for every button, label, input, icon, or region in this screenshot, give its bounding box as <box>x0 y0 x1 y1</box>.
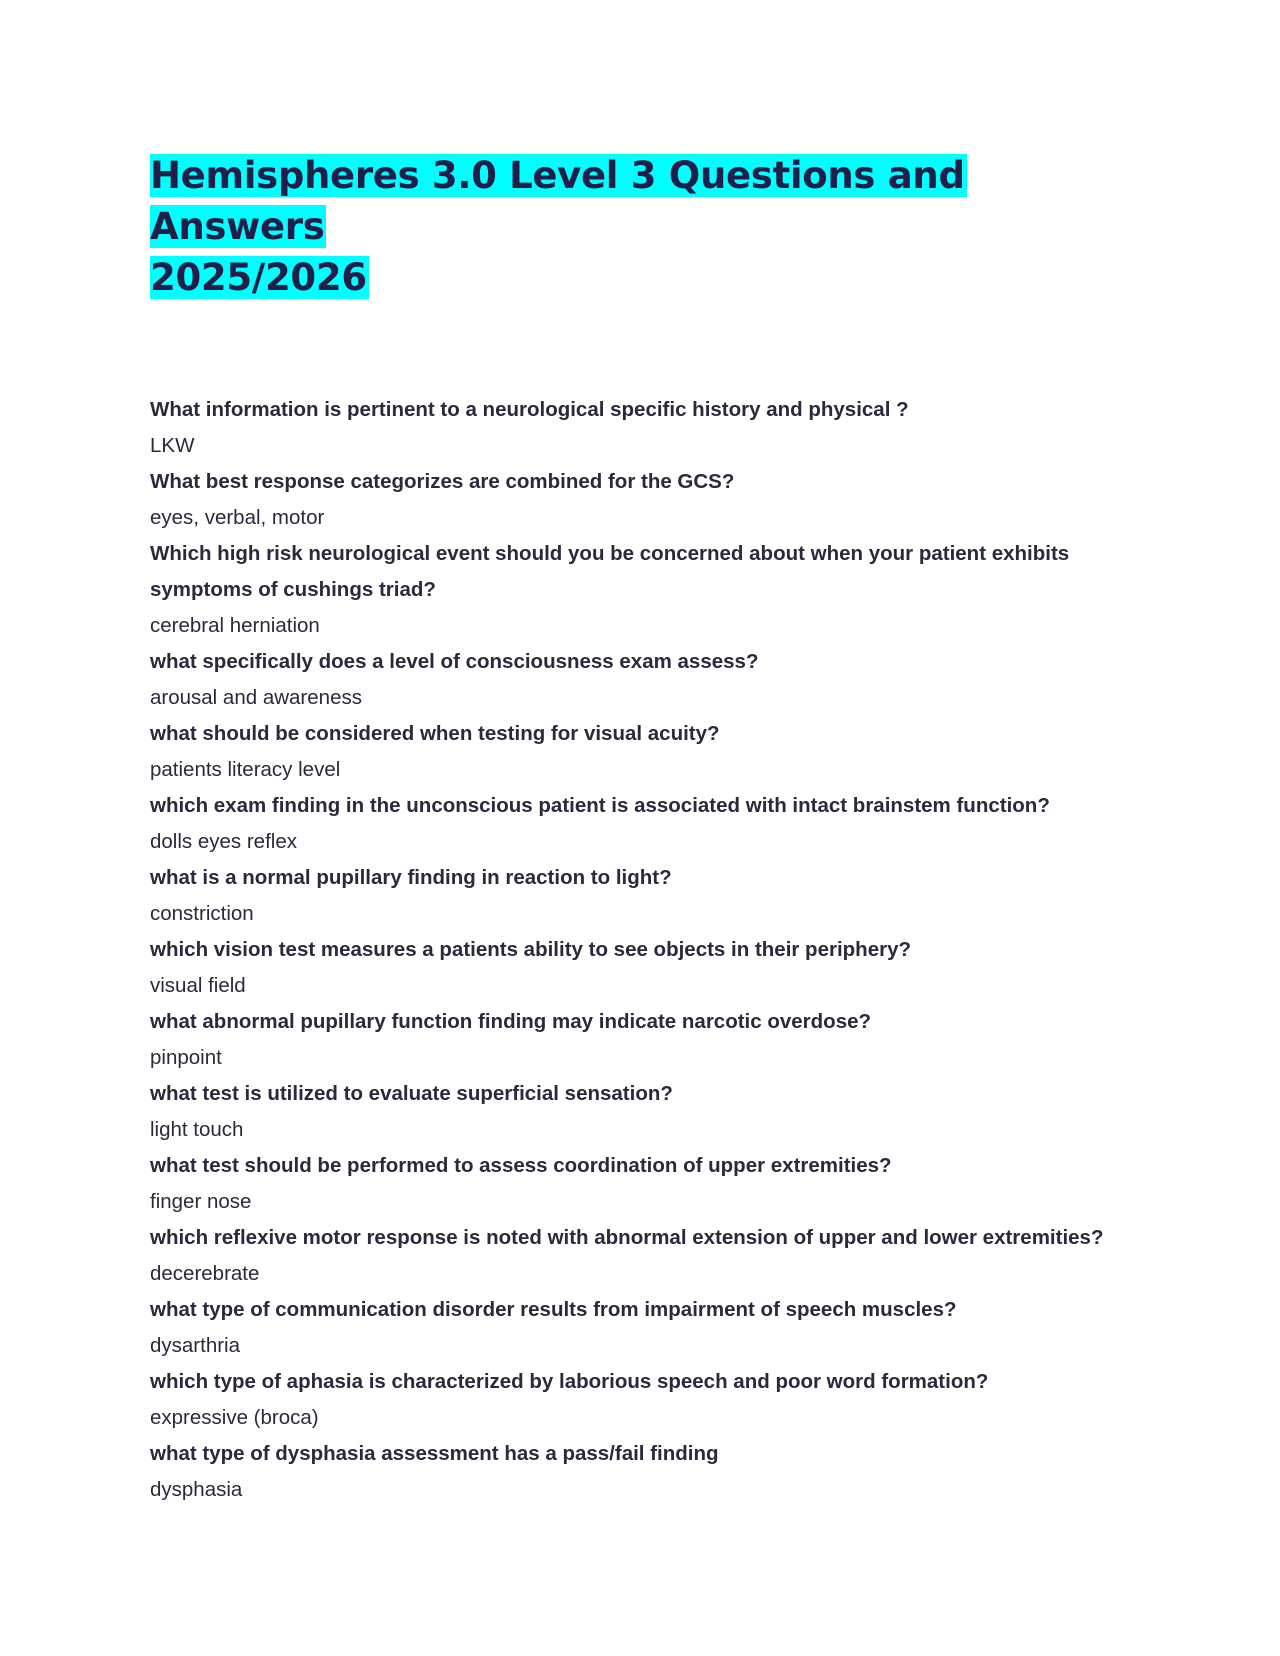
question: what type of dysphasia assessment has a pass/fail finding <box>150 1442 719 1465</box>
qa-item <box>150 1148 1150 1220</box>
title-line-1: Hemispheres 3.0 Level 3 Questions and Answers <box>150 154 965 248</box>
qa-item <box>150 1220 1150 1292</box>
question: Which high risk neurological event should you be concerned about when your patient exhibits symptoms of cushings triad? <box>150 542 1070 601</box>
answer: LKW <box>150 434 195 457</box>
answer: dysphasia <box>150 1478 243 1501</box>
title-block <box>150 150 1150 303</box>
qa-item <box>150 1076 1150 1148</box>
answer: eyes, verbal, motor <box>150 506 325 529</box>
qa-item <box>150 1436 1150 1508</box>
answer: light touch <box>150 1118 244 1141</box>
qa-item <box>150 1004 1150 1076</box>
answer: cerebral herniation <box>150 614 320 637</box>
qa-item <box>150 392 1150 464</box>
answer: pinpoint <box>150 1046 222 1069</box>
question: what should be considered when testing for visual acuity? <box>150 722 720 745</box>
answer: dysarthria <box>150 1334 241 1357</box>
question: which reflexive motor response is noted with abnormal extension of upper and lower extremities? <box>150 1226 1104 1249</box>
question: What information is pertinent to a neurological specific history and physical ? <box>150 398 909 421</box>
question: what test should be performed to assess coordination of upper extremities? <box>150 1154 892 1177</box>
answer: dolls eyes reflex <box>150 830 297 853</box>
answer: arousal and awareness <box>150 686 362 709</box>
qa-item <box>150 1292 1150 1364</box>
answer: decerebrate <box>150 1262 260 1285</box>
qa-item <box>150 860 1150 932</box>
answer: visual field <box>150 974 246 997</box>
question: What best response categorizes are combined for the GCS? <box>150 470 735 493</box>
answer: constriction <box>150 902 254 925</box>
qa-item <box>150 716 1150 788</box>
answer: expressive (broca) <box>150 1406 319 1429</box>
qa-item <box>150 644 1150 716</box>
question: which type of aphasia is characterized by laborious speech and poor word formation? <box>150 1370 989 1393</box>
qa-list <box>150 392 1150 1508</box>
qa-item <box>150 536 1150 644</box>
question: what is a normal pupillary finding in reaction to light? <box>150 866 672 889</box>
qa-item <box>150 464 1150 536</box>
question: which vision test measures a patients ability to see objects in their periphery? <box>150 938 912 961</box>
qa-item <box>150 788 1150 860</box>
question: which exam finding in the unconscious patient is associated with intact brainstem function? <box>150 794 1050 817</box>
question: what type of communication disorder results from impairment of speech muscles? <box>150 1298 957 1321</box>
title-line-2: 2025/2026 <box>150 256 367 299</box>
qa-item <box>150 932 1150 1004</box>
answer: patients literacy level <box>150 758 341 781</box>
question: what test is utilized to evaluate superficial sensation? <box>150 1082 673 1105</box>
question: what abnormal pupillary function finding may indicate narcotic overdose? <box>150 1010 872 1033</box>
answer: finger nose <box>150 1190 252 1213</box>
question: what specifically does a level of consciousness exam assess? <box>150 650 759 673</box>
qa-item <box>150 1364 1150 1436</box>
document-title <box>150 150 1150 303</box>
